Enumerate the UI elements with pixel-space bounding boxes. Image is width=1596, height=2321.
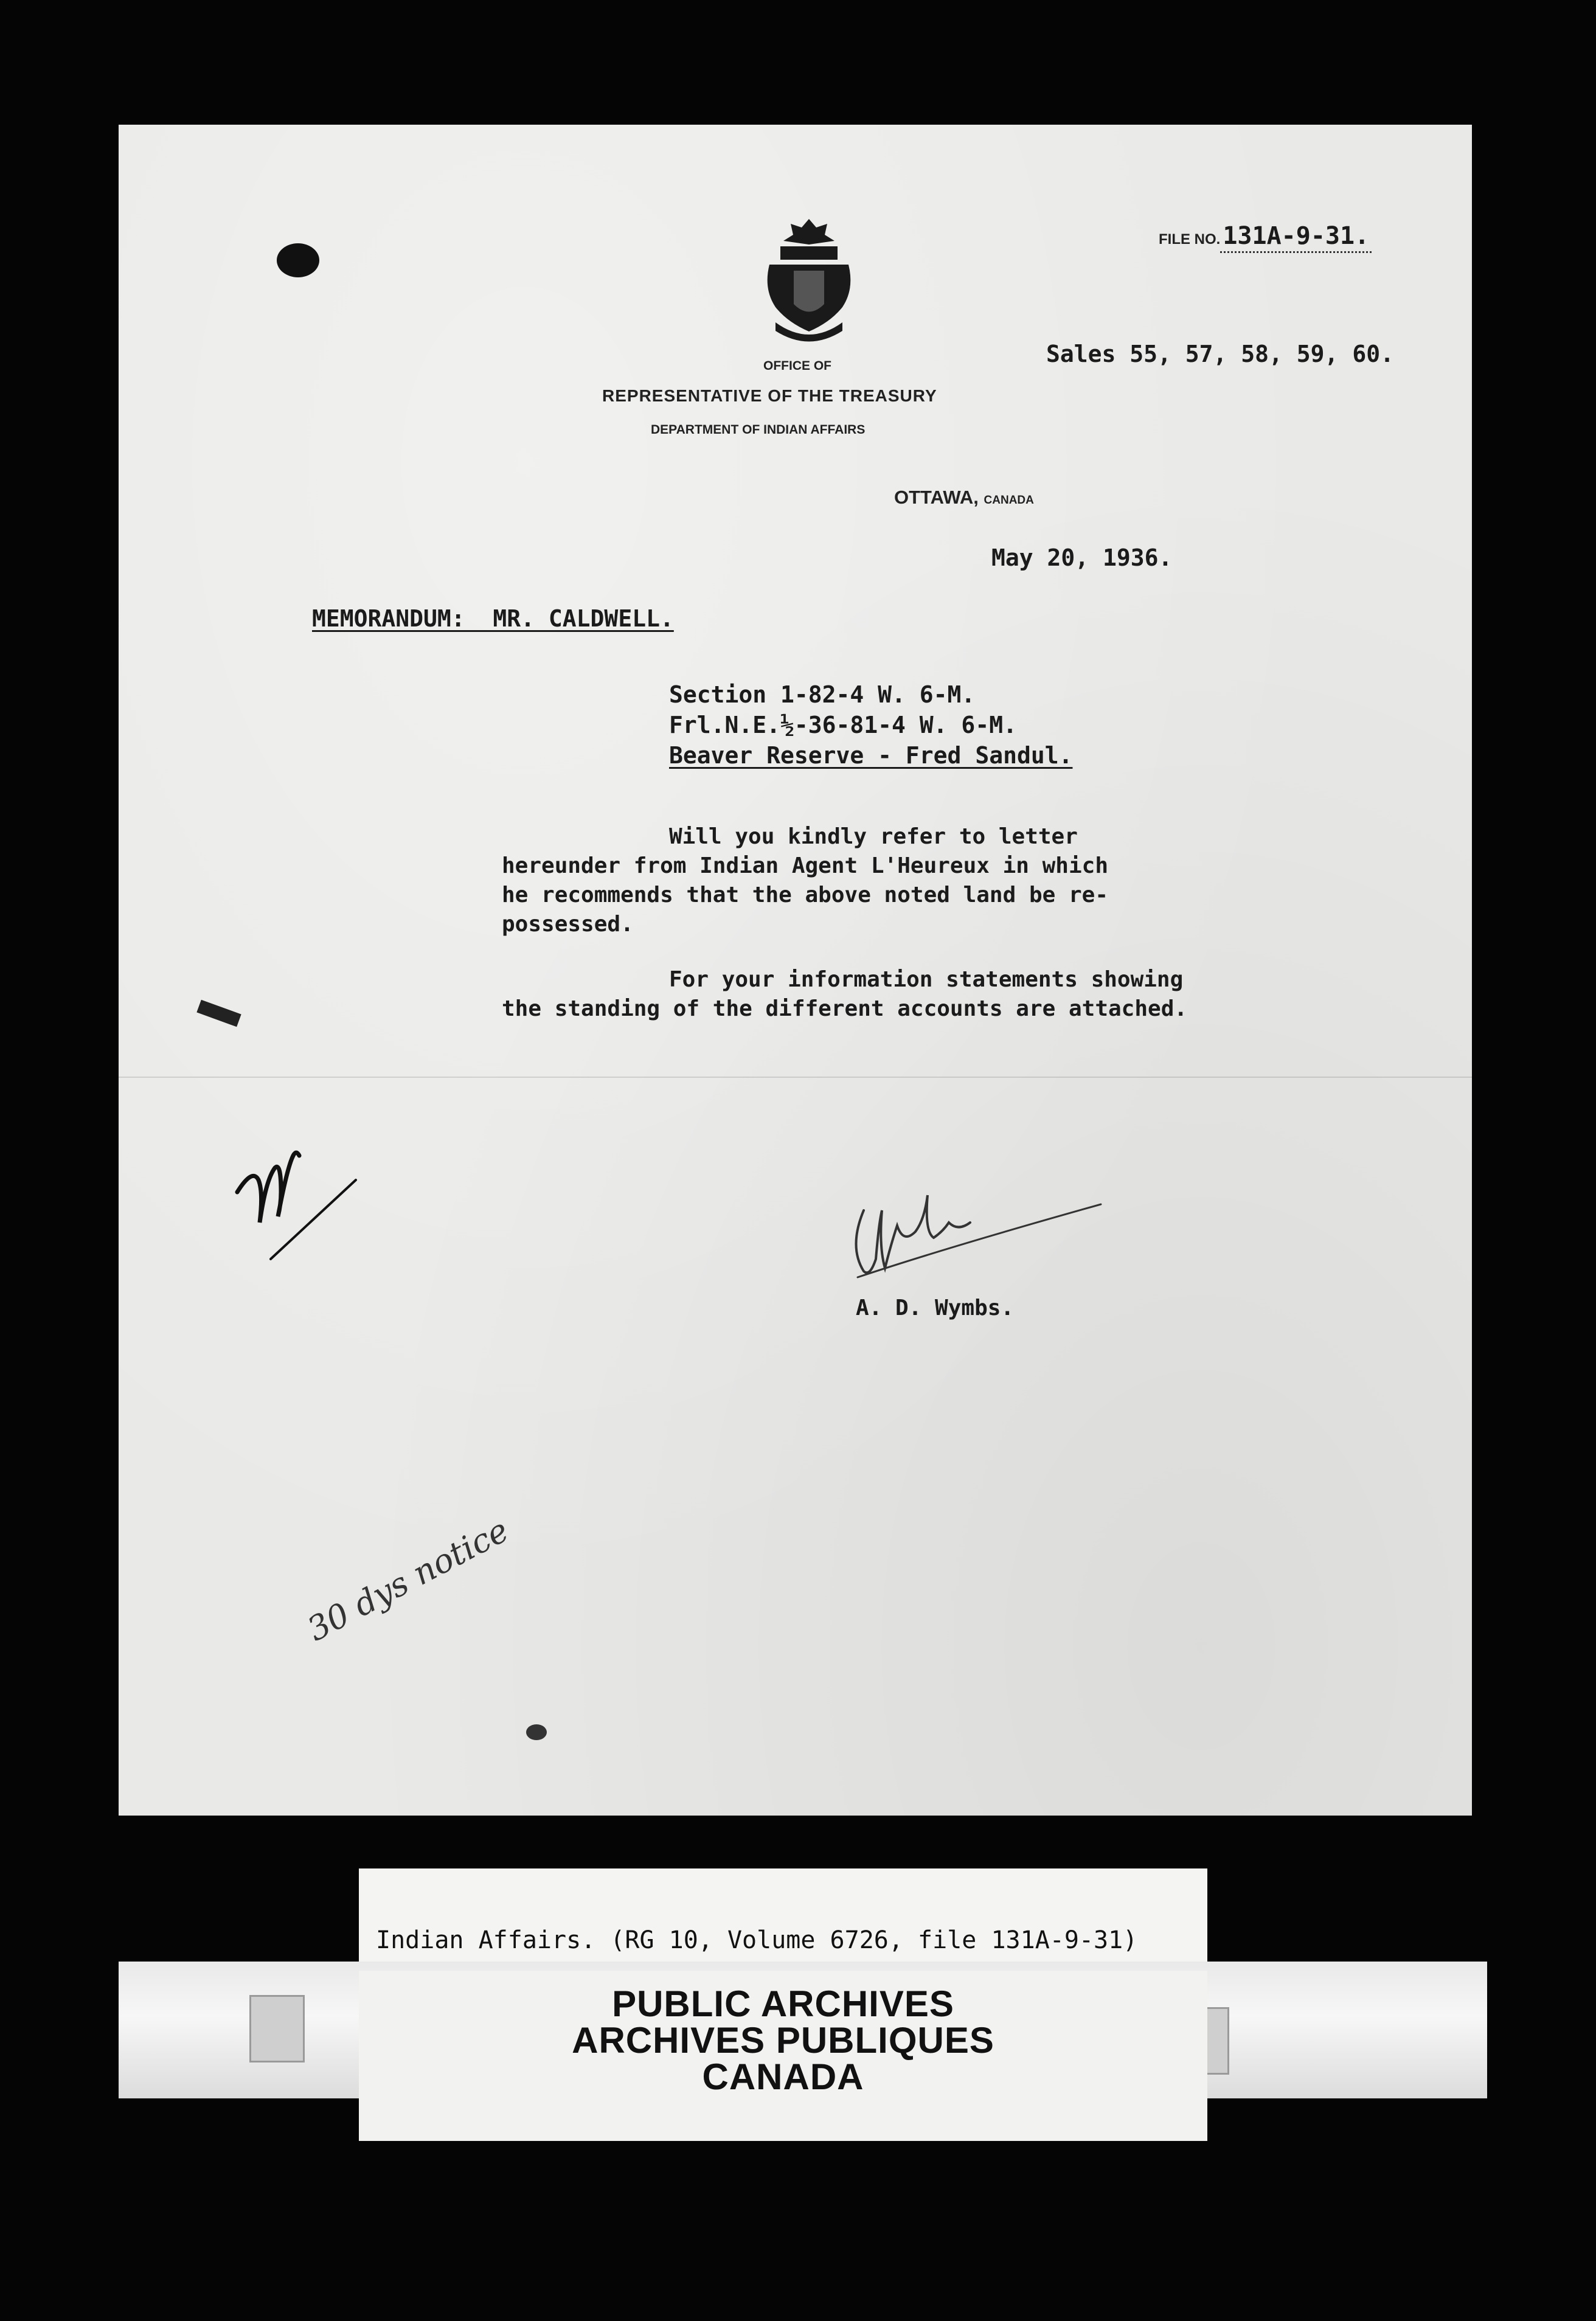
ink-mark [196, 1000, 241, 1027]
subject-line: Section 1-82-4 W. 6-M. [669, 681, 976, 708]
body-line: the standing of the different accounts are attached. [502, 996, 1188, 1021]
signature [852, 1186, 1107, 1289]
file-number [1159, 222, 1372, 250]
archive-reference-text: Indian Affairs. (RG 10, Volume 6726, file 131A-9-31) [376, 1926, 1138, 1954]
sales-reference: Sales 55, 57, 58, 59, 60. [1046, 341, 1394, 367]
representative-heading: REPRESENTATIVE OF THE TREASURY [602, 386, 937, 405]
fold-crease [119, 1077, 1472, 1078]
letter-date: May 20, 1936. [991, 544, 1173, 571]
body-line: he recommends that the above noted land be re- [502, 883, 1108, 907]
coat-of-arms-icon [757, 216, 861, 347]
subject-line: Frl.N.E.½-36-81-4 W. 6-M. [669, 712, 1017, 738]
country: CANADA [984, 494, 1034, 507]
document-page [119, 125, 1472, 1816]
ink-spot [526, 1724, 547, 1740]
body-line: possessed. [502, 912, 634, 937]
body-line: Will you kindly refer to letter [669, 824, 1078, 849]
stamp-line: CANADA [702, 2056, 864, 2097]
body-line: hereunder from Indian Agent L'Heureux in which [502, 853, 1108, 878]
signatory-name: A. D. Wymbs. [856, 1296, 1015, 1320]
strip-tab-left [249, 1995, 305, 2063]
office-of-heading: OFFICE OF [763, 359, 831, 373]
file-number-label: FILE NO. [1159, 231, 1221, 248]
stamp-line: ARCHIVES PUBLIQUES [572, 2020, 994, 2061]
city-line [894, 487, 1034, 508]
public-archives-stamp [359, 1971, 1207, 2141]
department-heading: DEPARTMENT OF INDIAN AFFAIRS [651, 423, 866, 437]
handwritten-initial-mark [234, 1125, 374, 1265]
ink-blot [277, 243, 319, 277]
stamp-line: PUBLIC ARCHIVES [612, 1983, 954, 2024]
subject-line: Beaver Reserve - Fred Sandul. [669, 742, 1073, 769]
memorandum-addressee: MEMORANDUM: MR. CALDWELL. [312, 605, 674, 632]
city: OTTAWA, [894, 487, 979, 508]
handwritten-note: 30 dys notice [301, 1510, 515, 1649]
file-number-value: 131A-9-31. [1220, 222, 1372, 253]
body-line: For your information statements showing [669, 967, 1184, 992]
